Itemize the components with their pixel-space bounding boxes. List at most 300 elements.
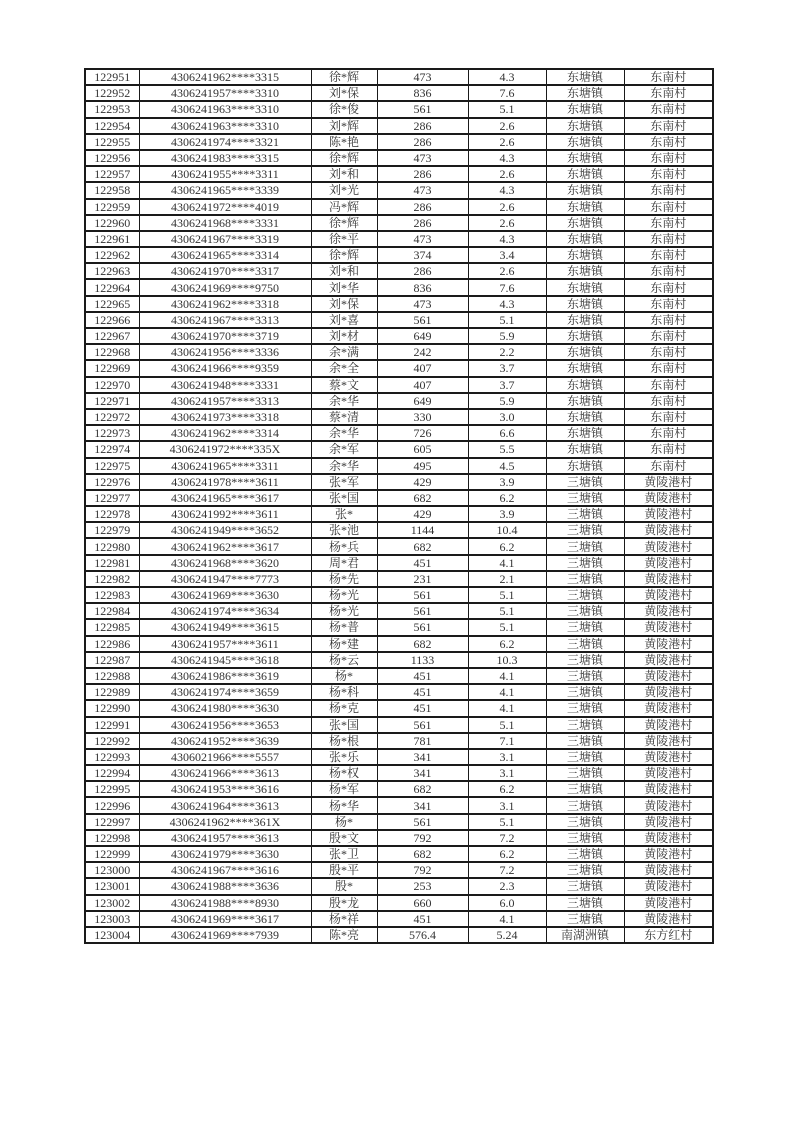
table-row	[85, 895, 713, 911]
rate-cell: 5.1	[468, 101, 546, 117]
rate-cell: 5.1	[468, 603, 546, 619]
serial-cell: 122979	[85, 522, 139, 538]
rate-cell: 4.5	[468, 458, 546, 474]
rate-cell: 5.1	[468, 814, 546, 830]
id-number-cell: 4306241970****3719	[139, 328, 311, 344]
name-cell: 杨*根	[311, 733, 377, 749]
name-cell: 杨*	[311, 668, 377, 684]
name-cell: 张*军	[311, 474, 377, 490]
village-cell: 东南村	[624, 231, 713, 247]
rate-cell: 7.1	[468, 733, 546, 749]
town-cell: 东塘镇	[546, 85, 624, 101]
serial-cell: 122964	[85, 279, 139, 295]
village-cell: 黄陵港村	[624, 619, 713, 635]
village-cell: 东南村	[624, 377, 713, 393]
id-number-cell: 4306241986****3619	[139, 668, 311, 684]
amount-cell: 451	[377, 700, 468, 716]
village-cell: 黄陵港村	[624, 668, 713, 684]
serial-cell: 123001	[85, 878, 139, 894]
table-row	[85, 846, 713, 862]
table-body	[85, 69, 713, 943]
name-cell: 杨*	[311, 814, 377, 830]
amount-cell: 231	[377, 571, 468, 587]
town-cell: 三塘镇	[546, 506, 624, 522]
serial-cell: 122969	[85, 360, 139, 376]
table-row	[85, 587, 713, 603]
town-cell: 三塘镇	[546, 749, 624, 765]
table-row	[85, 182, 713, 198]
town-cell: 东塘镇	[546, 134, 624, 150]
amount-cell: 341	[377, 797, 468, 813]
town-cell: 三塘镇	[546, 522, 624, 538]
town-cell: 东塘镇	[546, 312, 624, 328]
town-cell: 三塘镇	[546, 668, 624, 684]
serial-cell: 122997	[85, 814, 139, 830]
id-number-cell: 4306241979****3630	[139, 846, 311, 862]
amount-cell: 792	[377, 830, 468, 846]
serial-cell: 122980	[85, 538, 139, 554]
town-cell: 东塘镇	[546, 215, 624, 231]
rate-cell: 2.3	[468, 878, 546, 894]
amount-cell: 792	[377, 862, 468, 878]
name-cell: 杨*祥	[311, 911, 377, 927]
village-cell: 黄陵港村	[624, 830, 713, 846]
amount-cell: 726	[377, 425, 468, 441]
amount-cell: 473	[377, 231, 468, 247]
table-row	[85, 263, 713, 279]
name-cell: 刘*和	[311, 166, 377, 182]
table-row	[85, 360, 713, 376]
town-cell: 三塘镇	[546, 814, 624, 830]
serial-cell: 122992	[85, 733, 139, 749]
id-number-cell: 4306241949****3652	[139, 522, 311, 538]
rate-cell: 3.4	[468, 247, 546, 263]
id-number-cell: 4306021966****5557	[139, 749, 311, 765]
town-cell: 东塘镇	[546, 247, 624, 263]
serial-cell: 122971	[85, 393, 139, 409]
town-cell: 三塘镇	[546, 765, 624, 781]
id-number-cell: 4306241962****3315	[139, 69, 311, 85]
town-cell: 三塘镇	[546, 636, 624, 652]
village-cell: 东南村	[624, 69, 713, 85]
town-cell: 三塘镇	[546, 587, 624, 603]
serial-cell: 122953	[85, 101, 139, 117]
serial-cell: 122993	[85, 749, 139, 765]
id-number-cell: 4306241965****3311	[139, 458, 311, 474]
name-cell: 余*满	[311, 344, 377, 360]
table-row	[85, 409, 713, 425]
village-cell: 黄陵港村	[624, 522, 713, 538]
serial-cell: 122998	[85, 830, 139, 846]
rate-cell: 6.6	[468, 425, 546, 441]
village-cell: 东南村	[624, 247, 713, 263]
village-cell: 东南村	[624, 101, 713, 117]
amount-cell: 836	[377, 85, 468, 101]
village-cell: 黄陵港村	[624, 733, 713, 749]
id-number-cell: 4306241980****3630	[139, 700, 311, 716]
serial-cell: 122990	[85, 700, 139, 716]
town-cell: 东塘镇	[546, 101, 624, 117]
table-row	[85, 733, 713, 749]
name-cell: 陈*亮	[311, 927, 377, 943]
village-cell: 东南村	[624, 296, 713, 312]
serial-cell: 122958	[85, 182, 139, 198]
amount-cell: 1133	[377, 652, 468, 668]
town-cell: 三塘镇	[546, 797, 624, 813]
town-cell: 三塘镇	[546, 830, 624, 846]
table-row	[85, 134, 713, 150]
serial-cell: 122967	[85, 328, 139, 344]
village-cell: 黄陵港村	[624, 862, 713, 878]
name-cell: 徐*辉	[311, 215, 377, 231]
amount-cell: 429	[377, 506, 468, 522]
amount-cell: 682	[377, 538, 468, 554]
table-row	[85, 312, 713, 328]
amount-cell: 605	[377, 441, 468, 457]
village-cell: 黄陵港村	[624, 652, 713, 668]
table-row	[85, 118, 713, 134]
id-number-cell: 4306241945****3618	[139, 652, 311, 668]
name-cell: 徐*俊	[311, 101, 377, 117]
table-row	[85, 749, 713, 765]
rate-cell: 4.3	[468, 150, 546, 166]
table-row	[85, 911, 713, 927]
table-row	[85, 101, 713, 117]
id-number-cell: 4306241957****3613	[139, 830, 311, 846]
village-cell: 东南村	[624, 441, 713, 457]
rate-cell: 7.2	[468, 862, 546, 878]
serial-cell: 122965	[85, 296, 139, 312]
amount-cell: 561	[377, 814, 468, 830]
village-cell: 东南村	[624, 425, 713, 441]
rate-cell: 5.1	[468, 717, 546, 733]
town-cell: 三塘镇	[546, 538, 624, 554]
serial-cell: 122995	[85, 781, 139, 797]
village-cell: 东南村	[624, 344, 713, 360]
amount-cell: 451	[377, 555, 468, 571]
table-row	[85, 150, 713, 166]
serial-cell: 122976	[85, 474, 139, 490]
id-number-cell: 4306241967****3319	[139, 231, 311, 247]
village-cell: 东南村	[624, 85, 713, 101]
amount-cell: 429	[377, 474, 468, 490]
amount-cell: 451	[377, 668, 468, 684]
table-row	[85, 814, 713, 830]
rate-cell: 3.0	[468, 409, 546, 425]
serial-cell: 122961	[85, 231, 139, 247]
table-row	[85, 571, 713, 587]
rate-cell: 7.2	[468, 830, 546, 846]
table-row	[85, 636, 713, 652]
amount-cell: 561	[377, 587, 468, 603]
town-cell: 东塘镇	[546, 377, 624, 393]
id-number-cell: 4306241967****3616	[139, 862, 311, 878]
serial-cell: 122982	[85, 571, 139, 587]
amount-cell: 286	[377, 134, 468, 150]
subsidy-table	[84, 68, 714, 944]
name-cell: 杨*华	[311, 797, 377, 813]
table-row	[85, 555, 713, 571]
table-row	[85, 506, 713, 522]
table-row	[85, 441, 713, 457]
town-cell: 三塘镇	[546, 700, 624, 716]
id-number-cell: 4306241992****3611	[139, 506, 311, 522]
table-row	[85, 684, 713, 700]
table-row	[85, 279, 713, 295]
name-cell: 徐*辉	[311, 69, 377, 85]
rate-cell: 2.1	[468, 571, 546, 587]
name-cell: 杨*光	[311, 587, 377, 603]
amount-cell: 341	[377, 765, 468, 781]
town-cell: 东塘镇	[546, 393, 624, 409]
name-cell: 杨*科	[311, 684, 377, 700]
amount-cell: 682	[377, 846, 468, 862]
name-cell: 张*池	[311, 522, 377, 538]
amount-cell: 374	[377, 247, 468, 263]
table-row	[85, 603, 713, 619]
rate-cell: 3.7	[468, 360, 546, 376]
id-number-cell: 4306241963****3310	[139, 118, 311, 134]
serial-cell: 122989	[85, 684, 139, 700]
name-cell: 蔡*文	[311, 377, 377, 393]
rate-cell: 3.1	[468, 749, 546, 765]
name-cell: 杨*先	[311, 571, 377, 587]
town-cell: 三塘镇	[546, 911, 624, 927]
town-cell: 三塘镇	[546, 733, 624, 749]
table-row	[85, 668, 713, 684]
village-cell: 黄陵港村	[624, 538, 713, 554]
id-number-cell: 4306241988****3636	[139, 878, 311, 894]
id-number-cell: 4306241956****3336	[139, 344, 311, 360]
rate-cell: 7.6	[468, 279, 546, 295]
name-cell: 蔡*清	[311, 409, 377, 425]
table-row	[85, 199, 713, 215]
amount-cell: 341	[377, 749, 468, 765]
rate-cell: 4.1	[468, 555, 546, 571]
name-cell: 张*国	[311, 717, 377, 733]
amount-cell: 682	[377, 490, 468, 506]
rate-cell: 5.9	[468, 328, 546, 344]
village-cell: 东南村	[624, 458, 713, 474]
amount-cell: 451	[377, 684, 468, 700]
amount-cell: 682	[377, 636, 468, 652]
table-row	[85, 377, 713, 393]
rate-cell: 3.9	[468, 474, 546, 490]
village-cell: 东南村	[624, 199, 713, 215]
id-number-cell: 4306241955****3311	[139, 166, 311, 182]
rate-cell: 4.1	[468, 684, 546, 700]
town-cell: 三塘镇	[546, 895, 624, 911]
village-cell: 东南村	[624, 182, 713, 198]
name-cell: 刘*华	[311, 279, 377, 295]
name-cell: 徐*辉	[311, 247, 377, 263]
town-cell: 东塘镇	[546, 458, 624, 474]
amount-cell: 473	[377, 150, 468, 166]
village-cell: 东南村	[624, 393, 713, 409]
town-cell: 三塘镇	[546, 490, 624, 506]
village-cell: 东南村	[624, 360, 713, 376]
serial-cell: 122977	[85, 490, 139, 506]
village-cell: 黄陵港村	[624, 700, 713, 716]
name-cell: 殷*龙	[311, 895, 377, 911]
table-row	[85, 458, 713, 474]
table-row	[85, 69, 713, 85]
name-cell: 刘*光	[311, 182, 377, 198]
village-cell: 黄陵港村	[624, 846, 713, 862]
table-row	[85, 717, 713, 733]
id-number-cell: 4306241947****7773	[139, 571, 311, 587]
town-cell: 三塘镇	[546, 652, 624, 668]
rate-cell: 7.6	[468, 85, 546, 101]
id-number-cell: 4306241969****3617	[139, 911, 311, 927]
town-cell: 东塘镇	[546, 199, 624, 215]
table-row	[85, 425, 713, 441]
id-number-cell: 4306241953****3616	[139, 781, 311, 797]
rate-cell: 4.3	[468, 296, 546, 312]
town-cell: 三塘镇	[546, 862, 624, 878]
table-row	[85, 765, 713, 781]
village-cell: 东南村	[624, 328, 713, 344]
village-cell: 东南村	[624, 118, 713, 134]
serial-cell: 122970	[85, 377, 139, 393]
name-cell: 余*全	[311, 360, 377, 376]
id-number-cell: 4306241957****3611	[139, 636, 311, 652]
town-cell: 三塘镇	[546, 555, 624, 571]
serial-cell: 122984	[85, 603, 139, 619]
rate-cell: 6.2	[468, 538, 546, 554]
table-row	[85, 652, 713, 668]
name-cell: 徐*辉	[311, 150, 377, 166]
name-cell: 殷*平	[311, 862, 377, 878]
amount-cell: 286	[377, 199, 468, 215]
town-cell: 三塘镇	[546, 781, 624, 797]
town-cell: 三塘镇	[546, 846, 624, 862]
name-cell: 刘*喜	[311, 312, 377, 328]
village-cell: 黄陵港村	[624, 587, 713, 603]
village-cell: 东方红村	[624, 927, 713, 943]
id-number-cell: 4306241970****3317	[139, 263, 311, 279]
serial-cell: 122986	[85, 636, 139, 652]
table-row	[85, 862, 713, 878]
town-cell: 东塘镇	[546, 296, 624, 312]
serial-cell: 122994	[85, 765, 139, 781]
town-cell: 东塘镇	[546, 409, 624, 425]
id-number-cell: 4306241972****4019	[139, 199, 311, 215]
amount-cell: 561	[377, 312, 468, 328]
rate-cell: 6.2	[468, 636, 546, 652]
amount-cell: 576.4	[377, 927, 468, 943]
id-number-cell: 4306241974****3634	[139, 603, 311, 619]
amount-cell: 473	[377, 182, 468, 198]
rate-cell: 5.9	[468, 393, 546, 409]
village-cell: 黄陵港村	[624, 603, 713, 619]
id-number-cell: 4306241978****3611	[139, 474, 311, 490]
name-cell: 杨*光	[311, 603, 377, 619]
serial-cell: 122981	[85, 555, 139, 571]
serial-cell: 122999	[85, 846, 139, 862]
serial-cell: 122983	[85, 587, 139, 603]
serial-cell: 123000	[85, 862, 139, 878]
amount-cell: 286	[377, 166, 468, 182]
table-row	[85, 393, 713, 409]
table-row	[85, 522, 713, 538]
id-number-cell: 4306241962****361X	[139, 814, 311, 830]
serial-cell: 122966	[85, 312, 139, 328]
table-row	[85, 700, 713, 716]
table-row	[85, 927, 713, 943]
name-cell: 杨*建	[311, 636, 377, 652]
table-row	[85, 344, 713, 360]
amount-cell: 660	[377, 895, 468, 911]
amount-cell: 253	[377, 878, 468, 894]
village-cell: 黄陵港村	[624, 911, 713, 927]
amount-cell: 286	[377, 118, 468, 134]
table-row	[85, 878, 713, 894]
name-cell: 余*华	[311, 425, 377, 441]
amount-cell: 561	[377, 717, 468, 733]
amount-cell: 781	[377, 733, 468, 749]
table-row	[85, 781, 713, 797]
name-cell: 杨*兵	[311, 538, 377, 554]
rate-cell: 2.6	[468, 263, 546, 279]
id-number-cell: 4306241968****3620	[139, 555, 311, 571]
table-row	[85, 166, 713, 182]
amount-cell: 286	[377, 263, 468, 279]
town-cell: 东塘镇	[546, 425, 624, 441]
id-number-cell: 4306241956****3653	[139, 717, 311, 733]
table-row	[85, 538, 713, 554]
name-cell: 殷*	[311, 878, 377, 894]
amount-cell: 649	[377, 328, 468, 344]
rate-cell: 2.6	[468, 166, 546, 182]
name-cell: 刘*保	[311, 85, 377, 101]
table-row	[85, 247, 713, 263]
serial-cell: 122996	[85, 797, 139, 813]
rate-cell: 5.5	[468, 441, 546, 457]
name-cell: 杨*云	[311, 652, 377, 668]
rate-cell: 3.1	[468, 765, 546, 781]
serial-cell: 122957	[85, 166, 139, 182]
town-cell: 东塘镇	[546, 441, 624, 457]
amount-cell: 561	[377, 619, 468, 635]
id-number-cell: 4306241966****9359	[139, 360, 311, 376]
village-cell: 东南村	[624, 134, 713, 150]
name-cell: 余*军	[311, 441, 377, 457]
name-cell: 张*乐	[311, 749, 377, 765]
table-row	[85, 830, 713, 846]
id-number-cell: 4306241969****9750	[139, 279, 311, 295]
serial-cell: 123004	[85, 927, 139, 943]
town-cell: 三塘镇	[546, 717, 624, 733]
rate-cell: 6.2	[468, 846, 546, 862]
name-cell: 冯*辉	[311, 199, 377, 215]
id-number-cell: 4306241969****7939	[139, 927, 311, 943]
village-cell: 东南村	[624, 150, 713, 166]
serial-cell: 122988	[85, 668, 139, 684]
rate-cell: 6.0	[468, 895, 546, 911]
rate-cell: 5.1	[468, 312, 546, 328]
serial-cell: 122955	[85, 134, 139, 150]
amount-cell: 649	[377, 393, 468, 409]
serial-cell: 122956	[85, 150, 139, 166]
village-cell: 黄陵港村	[624, 717, 713, 733]
id-number-cell: 4306241967****3313	[139, 312, 311, 328]
village-cell: 黄陵港村	[624, 765, 713, 781]
name-cell: 杨*克	[311, 700, 377, 716]
village-cell: 黄陵港村	[624, 684, 713, 700]
rate-cell: 4.1	[468, 911, 546, 927]
id-number-cell: 4306241988****8930	[139, 895, 311, 911]
